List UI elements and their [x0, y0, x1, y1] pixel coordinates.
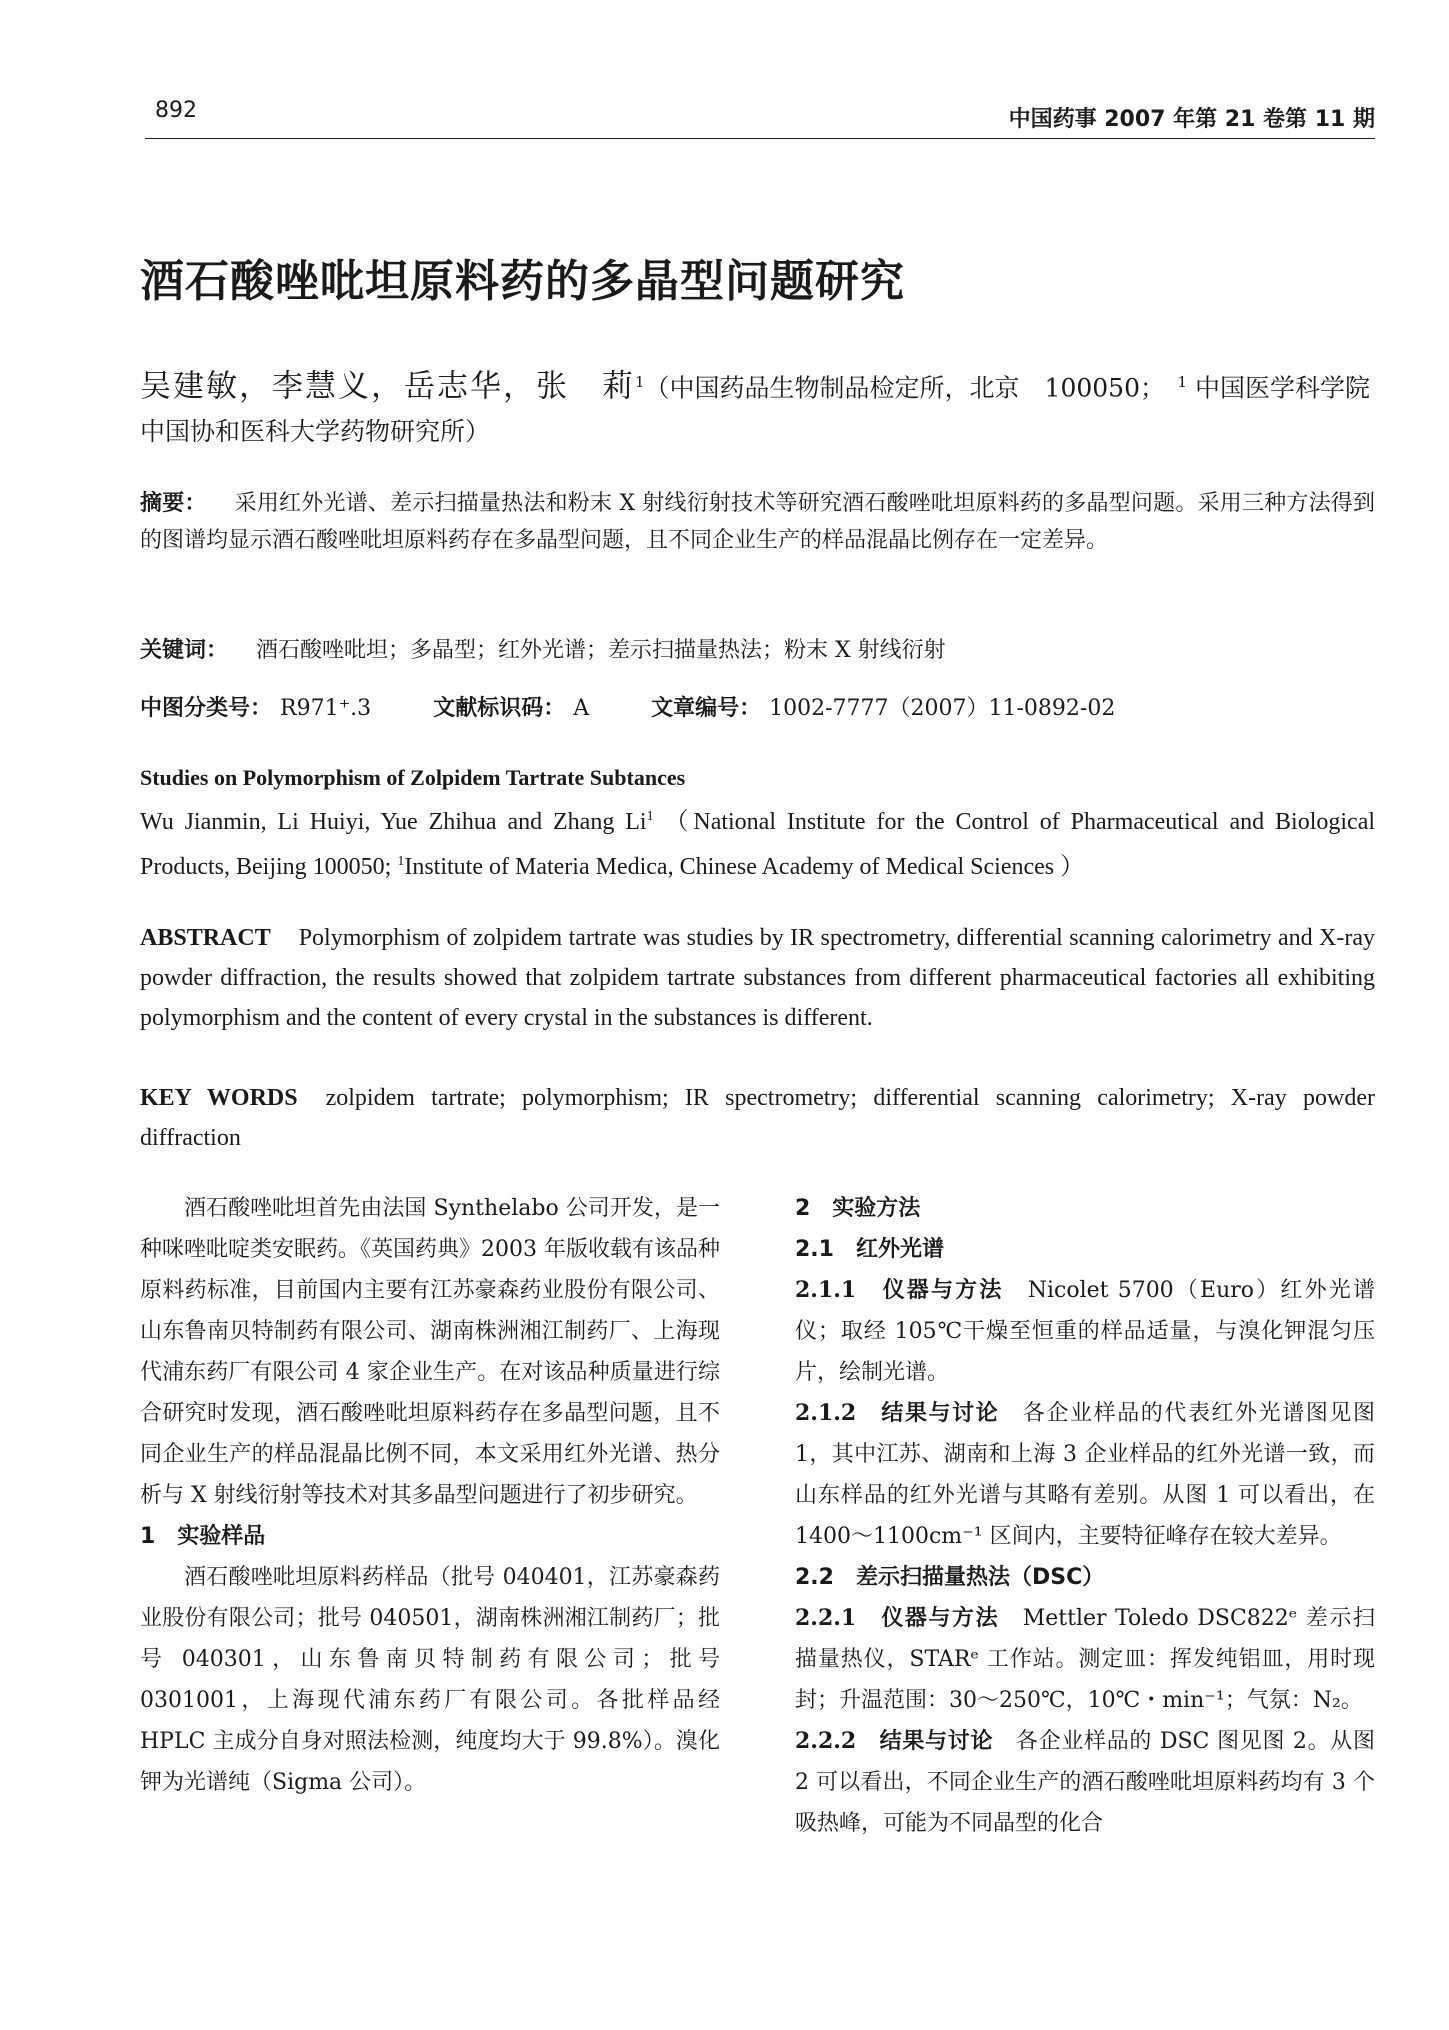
section-2-2-1-text: Mettler Toledo DSC822ᵉ 差示扫描量热仪，STARᵉ 工作站。测定皿：挥发纯铝皿，用时现封；升温范围：30～250℃，10℃・min⁻¹；气氛：N₂。 — [795, 1606, 1375, 1713]
keywords-zh-text: 酒石酸唑吡坦；多晶型；红外光谱；差示扫描量热法；粉末 X 射线衍射 — [256, 638, 946, 663]
section-2-2-2-text: 各企业样品的 DSC 图见图 2。从图 2 可以看出，不同企业生产的酒石酸唑吡坦原料药均有 3 个吸热峰，可能为不同晶型的化合 — [795, 1729, 1375, 1836]
clc-label: 中图分类号： — [140, 696, 273, 721]
body-column-left — [140, 1188, 720, 1803]
section-2-2-1-label: 2.2.1 仪器与方法 — [795, 1605, 1000, 1631]
section-2-1-2-text: 各企业样品的代表红外光谱图见图 1，其中江苏、湖南和上海 3 企业样品的红外光谱一致，而山东样品的红外光谱与其略有差别。从图 1 可以看出，在 1400～1100cm⁻¹ 区间内，主要特征峰存在较大差异。 — [795, 1401, 1375, 1549]
english-keywords-label: KEY WORDS — [140, 1085, 298, 1111]
section-1-heading: 1 实验样品 — [140, 1524, 266, 1549]
running-head — [145, 98, 1375, 139]
author-block — [140, 360, 1375, 454]
intro-paragraph: 酒石酸唑吡坦首先由法国 Synthelabo 公司开发，是一种咪唑吡啶类安眠药。《英国药典》2003 年版收载有该品种原料药标准，目前国内主要有江苏豪森药业股份有限公司、山东鲁南贝特制药有限公司、湖南株洲湘江制药厂、上海现代浦东药厂有限公司 4 家企业生产。在对该品种质量进行综合研究时发现，酒石酸唑吡坦原料药存在多晶型问题，且不同企业生产的样品混晶比例不同，本文采用红外光谱、热分析与 X 射线衍射等技术对其多晶型问题进行了初步研究。 — [140, 1196, 720, 1508]
section-2-1-1 — [795, 1270, 1375, 1393]
article-number-label: 文章编号： — [651, 696, 762, 721]
english-abstract-text: Polymorphism of zolpidem tartrate was studies by IR spectrometry, differential scanning calorimetry and X-ray powder diffraction, the results showed that zolpidem tartrate substances from different pharmaceutical factories all exhibiting polymorphism and the content of every crystal in the substances is different. — [140, 925, 1375, 1031]
affiliation-superscript: 1 — [1177, 373, 1188, 391]
section-2-2-heading: 2.2 差示扫描量热法（DSC） — [795, 1565, 1105, 1590]
affiliation-secondary: 中国医学科学院中国协和医科大学药物研究所） — [140, 373, 1371, 447]
article-title: 酒石酸唑吡坦原料药的多晶型问题研究 — [140, 256, 905, 307]
section-2-1-1-label: 2.1.1 仪器与方法 — [795, 1277, 1004, 1303]
section-1-text: 酒石酸唑吡坦原料药样品（批号 040401，江苏豪森药业股份有限公司；批号 040501，湖南株洲湘江制药厂；批号 040301，山东鲁南贝特制药有限公司；批号 0301001，上海现代浦东药厂有限公司。各批样品经 HPLC 主成分自身对照法检测，纯度均大于 99.8%）。溴化钾为光谱纯（Sigma 公司）。 — [140, 1565, 720, 1795]
english-abstract-label: ABSTRACT — [140, 925, 271, 951]
section-2-1-1-text: Nicolet 5700（Euro）红外光谱仪；取经 105℃干燥至恒重的样品适量，与溴化钾混匀压片，绘制光谱。 — [795, 1278, 1375, 1385]
keywords-zh-label: 关键词： — [140, 638, 229, 663]
english-affiliation-secondary: Institute of Materia Medica, Chinese Academy of Medical Sciences ） — [404, 854, 1085, 880]
english-authors — [140, 797, 1375, 887]
english-abstract — [140, 918, 1375, 1038]
abstract-zh-label: 摘要： — [140, 491, 207, 516]
section-2-1-2-label: 2.1.2 结果与讨论 — [795, 1400, 1000, 1426]
author-names: 吴建敏，李慧义，岳志华，张 莉 — [140, 368, 635, 405]
section-2-2-2 — [795, 1721, 1375, 1844]
section-2-1-heading: 2.1 红外光谱 — [795, 1237, 944, 1262]
body-column-right — [795, 1188, 1375, 1844]
clc-value: R971⁺.3 — [280, 696, 372, 721]
keywords-zh — [140, 632, 1375, 669]
author-superscript: 1 — [635, 373, 645, 391]
journal-citation: 中国药事 2007 年第 21 卷第 11 期 — [1008, 107, 1375, 132]
article-number-value: 1002-7777（2007）11-0892-02 — [769, 696, 1116, 721]
english-keywords — [140, 1078, 1375, 1158]
doc-code-value: A — [573, 696, 590, 721]
english-author-names: Wu Jianmin, Li Huiyi, Yue Zhihua and Zhang Li — [140, 809, 647, 835]
abstract-zh — [140, 485, 1375, 559]
section-2-2-1 — [795, 1598, 1375, 1721]
classification-line — [140, 690, 1375, 727]
english-affiliation-superscript: 1 — [397, 854, 405, 869]
doc-code-label: 文献标识码： — [433, 696, 566, 721]
abstract-zh-text: 采用红外光谱、差示扫描量热法和粉末 X 射线衍射技术等研究酒石酸唑吡坦原料药的多晶型问题。采用三种方法得到的图谱均显示酒石酸唑吡坦原料药存在多晶型问题，且不同企业生产的样品混晶比例存在一定差异。 — [140, 491, 1375, 553]
english-keywords-text: zolpidem tartrate; polymorphism; IR spectrometry; differential scanning calorimetry; X-ray powder diffraction — [140, 1085, 1375, 1151]
section-2-2-2-label: 2.2.2 结果与讨论 — [795, 1728, 994, 1754]
section-2-1-2 — [795, 1393, 1375, 1557]
affiliation-primary: （中国药品生物制品检定所，北京 100050； — [644, 373, 1153, 403]
section-2-heading: 2 实验方法 — [795, 1196, 921, 1221]
page-number: 892 — [155, 98, 197, 123]
english-author-superscript: 1 — [646, 809, 654, 824]
english-title: Studies on Polymorphism of Zolpidem Tartrate Subtances — [140, 765, 686, 790]
english-affiliation-primary: （National Institute for the Control of Pharmaceutical and Biological Products, Beijing 100050; — [140, 809, 1376, 880]
